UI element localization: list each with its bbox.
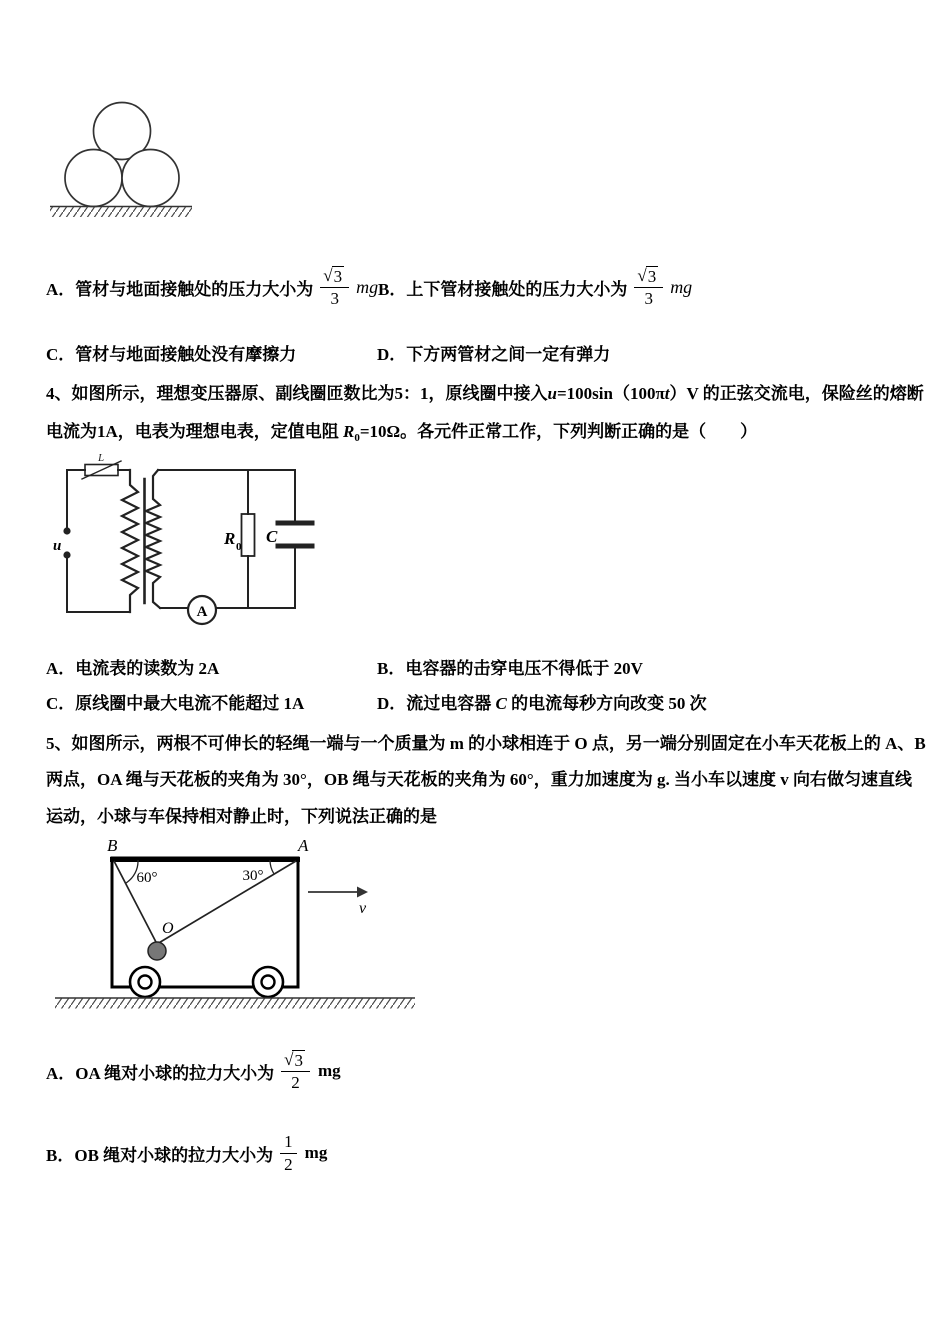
- q3-option-a-label: A．: [46, 279, 76, 299]
- q4-stem-line2-pre: 电流为1A，电表为理想电表，定值电阻: [46, 422, 344, 441]
- q4-stem-line2: [46, 422, 757, 448]
- velocity-label: v: [359, 900, 367, 917]
- pipes-figure: [42, 92, 202, 222]
- q5-stem-line1: 5、如图所示，两根不可伸长的轻绳一端与一个质量为 m 的小球相连于 O 点，另一端分别固定在小车天花板上的 A、B: [46, 734, 926, 753]
- q4-stem-line2-end: =10Ω。各元件正常工作，下列判断正确的是（ ）: [359, 422, 758, 441]
- q5-stem-line2: 两点，OA 绳与天花板的夹角为 30°，OB 绳与天花板的夹角为 60°，重力加速度为 g. 当小车以速度 v 向右做匀速直线: [46, 770, 912, 789]
- ground-hatching: [50, 207, 192, 217]
- source-terminal-top: [63, 527, 70, 534]
- q3-option-a-unit: mg: [356, 276, 379, 297]
- q3-option-a-fraction: √ 3 3: [320, 266, 349, 308]
- q5-option-a-unit: mg: [317, 1061, 341, 1080]
- q4-option-a-label: A．: [46, 659, 76, 678]
- q3-option-b-unit: mg: [670, 276, 693, 297]
- corner-b-label: B: [107, 836, 118, 855]
- q4-option-d-pre: 流过电容器: [406, 694, 496, 713]
- source-terminal-bottom: [63, 551, 70, 558]
- q4-option-a: [46, 659, 219, 678]
- q5-stem-line3: 运动，小球与车保持相对静止时，下列说法正确的是: [46, 807, 437, 826]
- q3-option-b-text: 上下管材接触处的压力大小为: [406, 279, 628, 299]
- q3-option-c-label: C．: [46, 345, 76, 364]
- angle-arc-a: [270, 860, 274, 873]
- ground-hatching: [55, 999, 415, 1009]
- q4-option-b-text: 电容器的击穿电压不得低于 20V: [405, 659, 643, 678]
- q4-option-c-text: 原线圈中最大电流不能超过 1A: [75, 694, 305, 713]
- q4-option-d-capacitor-symbol: C: [495, 694, 507, 713]
- q4-stem-line1-mid: =100sin（100π: [556, 384, 665, 403]
- corner-a-label: A: [298, 836, 309, 855]
- q4-time-symbol: t: [664, 384, 670, 403]
- q3-option-a-text: 管材与地面接触处的压力大小为: [75, 279, 314, 299]
- primary-coil: [122, 470, 138, 612]
- q5-option-a: [46, 1040, 341, 1102]
- velocity-arrow-head: [357, 887, 368, 898]
- capacitor-label: C: [266, 527, 278, 546]
- q4-stem-line1-pre: 4、如图所示，理想变压器原、副线圈匝数比为5：1，原线圈中接入: [46, 384, 548, 403]
- resistor-label-sub: 0: [236, 541, 242, 553]
- q3-option-b-fraction: √ 3 3: [634, 266, 663, 308]
- knot-label: O: [162, 920, 174, 937]
- angle-b-label: 60°: [136, 870, 158, 886]
- rope-oa: [157, 861, 296, 944]
- fuse-label: L: [98, 452, 105, 464]
- q3-option-c: [46, 345, 296, 364]
- q4-option-b: [377, 659, 643, 678]
- q4-resistor-symbol: R: [343, 422, 355, 441]
- q4-option-b-label: B．: [377, 659, 406, 678]
- q3-option-b: [378, 258, 692, 316]
- q3-option-a: [46, 258, 378, 316]
- q3-option-b-label: B．: [378, 279, 407, 299]
- wheel-left-hub: [139, 976, 152, 989]
- q3-option-d-label: D．: [377, 345, 407, 364]
- q4-stem-line1-end: ）V 的正弦交流电，保险丝的熔断: [669, 384, 924, 403]
- wheel-right-hub: [262, 976, 275, 989]
- q5-option-b-text: OB 绳对小球的拉力大小为: [74, 1145, 274, 1165]
- source-label: u: [53, 538, 62, 554]
- q5-option-a-fraction: √ 3 2: [281, 1050, 310, 1092]
- circuit-figure: [52, 452, 324, 630]
- q4-option-d-post: 的电流每秒方向改变 50 次: [506, 694, 707, 713]
- ball: [148, 942, 166, 960]
- pipe-bottom-right: [122, 150, 179, 207]
- q4-resistor-subscript: 0: [354, 432, 360, 444]
- q3-option-d: [377, 345, 610, 364]
- q5-option-a-text: OA 绳对小球的拉力大小为: [75, 1063, 275, 1083]
- pipe-bottom-left: [65, 150, 122, 207]
- q4-option-d: [377, 694, 707, 713]
- q5-option-b-label: B．: [46, 1145, 75, 1165]
- q4-option-a-text: 电流表的读数为 2A: [75, 659, 220, 678]
- q5-option-a-label: A．: [46, 1063, 76, 1083]
- angle-a-label: 30°: [242, 868, 264, 884]
- q5-option-b: [46, 1124, 327, 1182]
- ammeter-label: A: [196, 604, 208, 620]
- resistor-icon: [242, 514, 255, 556]
- q4-option-d-label: D．: [377, 694, 407, 713]
- secondary-coil: [146, 470, 160, 608]
- resistor-label: R: [224, 529, 236, 548]
- q3-option-c-text: 管材与地面接触处没有摩擦力: [75, 345, 297, 364]
- q3-option-d-text: 下方两管材之间一定有弹力: [406, 345, 611, 364]
- q4-stem-line1: [46, 384, 924, 403]
- q5-option-b-fraction: $\frac{1}{2}$: [280, 1132, 297, 1173]
- q5-option-b-unit: mg: [304, 1143, 328, 1162]
- q4-voltage-symbol: u: [547, 384, 557, 403]
- q4-option-c-label: C．: [46, 694, 76, 713]
- q4-option-c: [46, 694, 304, 713]
- cart-figure: [50, 835, 422, 1015]
